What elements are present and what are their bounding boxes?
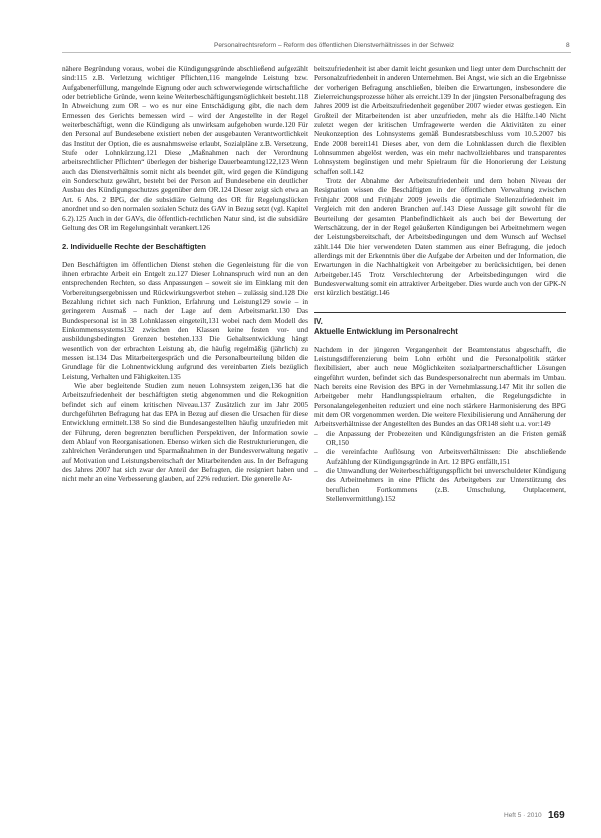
issue-label: Heft 5 · 2010 — [504, 812, 542, 819]
chapter-title: Aktuelle Entwicklung im Personalrecht — [314, 326, 458, 336]
paragraph: Nachdem in der jüngeren Vergangenheit der Beamtenstatus abgeschafft, die Leistungsdifferenzierung beim Lohn erhöht und die Personalpolitik stärker flexibilisiert, aber auch neue Möglichkeiten sozialpartnerschaftlicher Lösungen eingeführt wurden, befindet sich das Bundespersonalrecht nun abermals im Umbau. Nach bereits eine Revision des BPG in der Vernehmlassung.147 Mit ihr sollen die Arbeitgeber mehr Handlungsspielraum erhalten, die Regelungsdichte in Personalangelegenheiten reduziert und eine noch stärkere Harmonisierung des BPG mit dem OR vorgenommen werden. Die weitere Flexibilisierung und Annäherung der Arbeitsverhältnisse der Angestellten des Bundes an das OR148 sieht u.a. vor:149 — [314, 344, 566, 429]
bullet-item: – die Umwandlung der Weiterbeschäftigungspflicht bei unverschuldeter Kündigung des Arbeitnehmers in eine Pflicht des Arbeitgebers zur Unterstützung des beruflichen Fortkommens (z.B. Umschulung, Outplacement, Stellenvermittlung).152 — [314, 466, 566, 503]
section-heading: 2. Individuelle Rechte der Beschäftigten — [62, 242, 206, 252]
header-rule — [62, 52, 571, 53]
running-title: Personalrechtsreform – Reform des öffentlichen Dienstverhältnisses in der Schweiz — [214, 42, 455, 49]
right-column — [314, 64, 566, 503]
paragraph: beitszufriedenheit ist aber damit leicht gesunken und liegt unter dem Durchschnitt der Personalzufriedenheit in anderen Unternehmen. Bei Angst, wie sich an die Ergebnisse der vorherigen Befragung anschließen, bleiben die Erwartungen, insbesondere die Zielerreichungsprozesse höher als erreicht.139 In der jüngsten Personalbefragung des Jahres 2009 ist die Arbeitszufriedenheit gegenüber 2007 wieder etwas gestiegen. Ein Großteil der Mitarbeitenden ist aber unzufrieden, mehr als die Hälfte.140 Nicht zuletzt wegen der kritischen Umfragewerte werden die Aktivitäten zu einer Neukonzeption des Lohnsystems gemäß Bundesratsbeschluss vom 10.5.2007 bis Ende 2008 bereit141 Dieses aber, von dem die Lohnklassen durch die flexiblen Lohnsummen abgelöst werden, was ein mehr nachvollziehbares und transparentes Lohnsystem begünstigen und mehr Spielraum für die Honorierung der Leistung schaffen soll.142 — [314, 64, 566, 176]
bullet-item: – die Anpassung der Probezeiten und Kündigungsfristen an die Fristen gemäß OR,150 — [314, 429, 566, 448]
bullet-item: – die vereinfachte Auflösung von Arbeitsverhältnissen: Die abschließende Aufzählung der Kündigungsgründe in Art. 12 BPG entfällt,151 — [314, 447, 566, 466]
paragraph: Wie aber begleitende Studien zum neuen Lohnsystem zeigen,136 hat die Arbeitszufriedenheit der beschäftigten stetig abgenommen und die Rekognition befindet sich auf einem kritischen Niveau.137 Zusätzlich zur im Jahr 2005 durchgeführten Befragung hat das EPA in Bezug auf diesen die Ursachen für diese Entwicklung ermittelt.138 So sind die Bundesangestellten häufig unzufrieden mit der Führung, deren begrenzten beruflichen Perspektiven, der Information sowie dem Ablauf von Reorganisationen. Ebenso wirken sich die Restrukturierungen, die zahlreichen Veränderungen und Sparmaßnahmen in der Bundesverwaltung negativ auf Motivation und Leistungsbereitschaft der Mitarbeitenden aus. In der Befragung des Jahres 2007 hat sich zwar der Anteil der Befragten, die resigniert haben und nicht mehr an eine Verbesserung glauben, auf 22% reduziert. Die generelle Ar- — [62, 381, 308, 484]
chapter-heading — [314, 312, 566, 337]
bullet-list — [314, 429, 566, 504]
header-page-number: 8 — [566, 42, 570, 49]
paragraph: Trotz der Abnahme der Arbeitszufriedenheit und dem hohen Niveau der Resignation wissen die Beschäftigten in der öffentlichen Verwaltung zwischen Frühjahr 2008 und Frühjahr 2009 jeweils die optimale Stellenzufriedenheit im Vergleich mit den anderen Branchen auf.143 Diese Aussage gilt sowohl für die Beurteilung der gesamten Planbefindlichkeit als auch bei der Bewertung der Wertschätzung, der in der Regel geäußerten Kündigungen bei Arbeitnehmern wegen der Leistungsbereitschaft, der Arbeitsbedingungen und dem Wunsch auf Wechsel zählt.144 Die hier verwendeten Daten stammen aus einer Befragung, die jedoch allerdings mit der Erkenntnis über die Aufgabe der Arbeiten und der Information, die Erwartungen in die Nachhaltigkeit von Arbeitgeber zu berücksichtigen, bei denen Arbeitgeber.145 Trotz Verschlechterung der Arbeitsbedingungen wird die Bundesverwaltung somit ein attraktiver Arbeitgeber. Dies wurde auch von der GPK-N erst kürzlich bestätigt.146 — [314, 176, 566, 298]
chapter-number: IV. — [314, 316, 323, 326]
left-column — [62, 64, 308, 484]
paragraph: Den Beschäftigten im öffentlichen Dienst stehen die Gegenleistung für die von ihnen erbrachte Arbeit ein Entgelt zu.127 Dieser Lohnanspruch wird nun an den entsprechenden Rechten, so dass Anpassungen – soweit sie im Einklang mit den Vorbereitungsergebnissen und Rückwirkungsverbot stehen – zulässig sind.128 Die Bezahlung richtet sich nach Funktion, Erfahrung und Leistung129 sowie – in geringerem Ausmaß – nach der Lage auf dem Arbeitsmarkt.130 Das Bundespersonal ist in 38 Lohnklassen eingeteilt,131 wobei nach dem Modell des Einkommenssystems132 zwischen den Klassen keine festen vor- und ausbildungsbedingten Grenzen bestehen.133 Die Gehaltsentwicklung hängt wesentlich von der erbrachten Leistung ab, die häufig regelmäßig (jährlich) zu messen ist.134 Das Mitarbeitergespräch und die Personalbeurteilung bilden die Grundlage für die Lohnentwicklung aufgrund des vereinbarten Ziels bezüglich Leistung, Verhalten und Fähigkeiten.135 — [62, 259, 308, 381]
folio-number: 169 — [548, 810, 565, 821]
paragraph: nähere Begründung voraus, wobei die Kündigungsgründe abschließend aufgezählt sind:115 z.B. Verletzung wichtiger Pflichten,116 mangelnde Leistung bzw. Aufgabenerfüllung, mangelnde Eignung oder auch schwerwiegende wirtschaftliche oder betriebliche Gründe, wenn keine Weiterbeschäftigungsmöglichkeit besteht.118 In Abweichung zum OR – wo es nur eine Entschädigung gibt, die nach dem Ermessen des Gerichts bemessen wird – wird der Angestellte in der Regel weiterbeschäftigt, wenn die Kündigung als unwirksam aufgehoben wurde.120 Für den Personal auf Bundesebene existiert neben der ausgebauten Verantwortlichkeit das Institut der Option, die es ausnahmsweise erlaubt, Sozialpläne z.B. Versetzung, Stufe oder Lohnkürzung.121 Diese „Maßnahmen nach der Verordnung arbeitsrechtlicher Pflichten“ überlegen der bisherige Dauerbeamtung122,123 Wenn auch das Dienstverhältnis somit nicht als beendet gilt, wird gegen die Kündigung ein Sonderschutz gewährt, besteht bei der Person auf Bundesebene ein deutlicher Ausbau des Kündigungsschutzes gegenüber dem OR.124 Dieser zeigt sich etwa an Art. 6 Abs. 2 BPG, der die subsidiäre Geltung des OR für Regelungslücken anordnet und so den normalen sozialen Schutz des GAV in Bezug setzt (vgl. Kapitel 6.2).125 Auch in der GAVs, die öffentlich-rechtlichen Natur sind, ist die subsidiäre Geltung des OR im Regelungsinhalt verankert.126 — [62, 64, 308, 232]
